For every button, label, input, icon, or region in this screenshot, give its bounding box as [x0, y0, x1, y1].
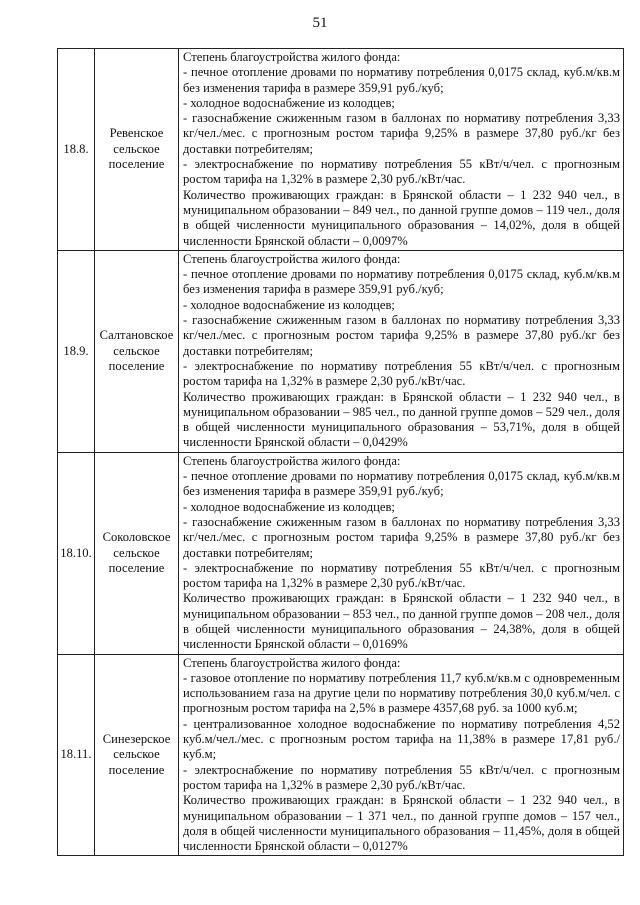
description-item: - газоснабжение сжиженным газом в баллонах по нормативу потребления 3,33 кг/чел./мес. с прогнозным ростом тарифа 9,25% в размере 37,80 руб./кг без доставки потребителям; [183, 111, 620, 156]
settlement-name-line: поселение [108, 762, 165, 777]
description-item: - электроснабжение по нормативу потребления 55 кВт/ч/чел. с прогнозным ростом тарифа на 1,32% в размере 2,30 руб./кВт/час. [183, 560, 620, 591]
settlement-description [179, 654, 624, 856]
settlements-table [57, 48, 624, 856]
row-number: 18.9. [58, 250, 95, 452]
description-item: Количество проживающих граждан: в Брянской области – 1 232 940 чел., в муниципальном образовании – 1 371 чел., по данной группе домов – 157 чел., доля в общей численности муниципального образования – 11,45%, доля в общей численности Брянской области – 0,0127% [183, 793, 620, 854]
settlement-name-line: Салтановское [99, 328, 174, 343]
table-row [58, 452, 624, 654]
settlement-name-line: сельское [113, 545, 160, 560]
settlement-name-line: Ревенское [109, 126, 164, 141]
description-item: - газоснабжение сжиженным газом в баллонах по нормативу потребления 3,33 кг/чел./мес. с прогнозным ростом тарифа 9,25% в размере 37,80 руб./кг без доставки потребителям; [183, 514, 620, 560]
description-item: Количество проживающих граждан: в Брянской области – 1 232 940 чел., в муниципальном образовании – 849 чел., по данной группе домов – 119 чел., доля в общей численности муниципального образования – 14,02%, доля в общей численности Брянской области – 0,0097% [183, 187, 620, 248]
settlement-name [95, 654, 179, 856]
settlement-name-line: сельское [113, 747, 160, 762]
settlement-name-line: сельское [113, 343, 160, 358]
description-item: - централизованное холодное водоснабжение по нормативу потребления 4,52 куб.м/чел./мес. с прогнозным ростом тарифа на 11,38% в размере 17,81 руб./куб.м; [183, 716, 620, 762]
description-item: - печное отопление дровами по нормативу потребления 0,0175 склад, куб.м/кв.м без изменения тарифа в размере 359,91 руб./куб; [183, 65, 620, 95]
row-number: 18.8. [58, 49, 95, 251]
description-heading: Степень благоустройства жилого фонда: [183, 50, 401, 64]
table-row [58, 250, 624, 452]
settlement-description [179, 250, 624, 452]
description-heading: Степень благоустройства жилого фонда: [183, 251, 401, 266]
settlement-name [95, 250, 179, 452]
description-item: Количество проживающих граждан: в Брянской области – 1 232 940 чел., в муниципальном образовании – 985 чел., по данной группе домов – 529 чел., доля в общей численности муниципального образования – 53,71%, доля в общей численности Брянской области – 0,0429% [183, 389, 620, 450]
settlement-name-line: поселение [108, 358, 165, 373]
settlement-name-line: поселение [108, 560, 165, 575]
settlement-name-line: Синезерское [102, 732, 171, 747]
settlement-name-line: Соколовское [102, 530, 171, 545]
settlement-name-line: поселение [108, 157, 165, 172]
description-item: - холодное водоснабжение из колодцев; [183, 95, 395, 110]
description-item: - газовое отопление по нормативу потребления 11,7 куб.м/кв.м с одновременным использованием газа на другие цели по нормативу потребления 30,0 куб.м/чел. с прогнозным ростом тарифа на 2,5% в размере 4357,68 руб. за 1000 куб.м; [183, 670, 620, 716]
table-body [58, 49, 624, 856]
page-number: 51 [312, 15, 328, 31]
description-heading: Степень благоустройства жилого фонда: [183, 453, 401, 468]
description-item: - электроснабжение по нормативу потребления 55 кВт/ч/чел. с прогнозным ростом тарифа на 1,32% в размере 2,30 руб./кВт/час. [183, 358, 620, 389]
description-item: - холодное водоснабжение из колодцев; [183, 297, 395, 312]
settlement-name [95, 452, 179, 654]
settlement-name-line: сельское [113, 141, 160, 156]
settlement-description [179, 452, 624, 654]
description-item: - печное отопление дровами по нормативу потребления 0,0175 склад, куб.м/кв.м без изменения тарифа в размере 359,91 руб./куб; [183, 469, 620, 499]
row-number: 18.10. [58, 452, 95, 654]
description-item: - электроснабжение по нормативу потребления 55 кВт/ч/чел. с прогнозным ростом тарифа на 1,32% в размере 2,30 руб./кВт/час. [183, 762, 620, 792]
settlement-description [179, 49, 624, 251]
description-item: - печное отопление дровами по нормативу потребления 0,0175 склад, куб.м/кв.м без изменения тарифа в размере 359,91 руб./куб; [183, 267, 620, 297]
table-row [58, 49, 624, 251]
settlement-name [95, 49, 179, 251]
description-item: - холодное водоснабжение из колодцев; [183, 499, 395, 514]
description-item: Количество проживающих граждан: в Брянской области – 1 232 940 чел., в муниципальном образовании – 853 чел., по данной группе домов – 208 чел., доля в общей численности муниципального образования – 24,38%, доля в общей численности Брянской области – 0,0169% [183, 591, 620, 652]
row-number: 18.11. [58, 654, 95, 856]
description-item: - газоснабжение сжиженным газом в баллонах по нормативу потребления 3,33 кг/чел./мес. с прогнозным ростом тарифа 9,25% в размере 37,80 руб./кг без доставки потребителям; [183, 313, 620, 358]
table-row [58, 654, 624, 856]
description-heading: Степень благоустройства жилого фонда: [183, 655, 401, 670]
description-item: - электроснабжение по нормативу потребления 55 кВт/ч/чел. с прогнозным ростом тарифа на 1,32% в размере 2,30 руб./кВт/час. [183, 157, 620, 187]
